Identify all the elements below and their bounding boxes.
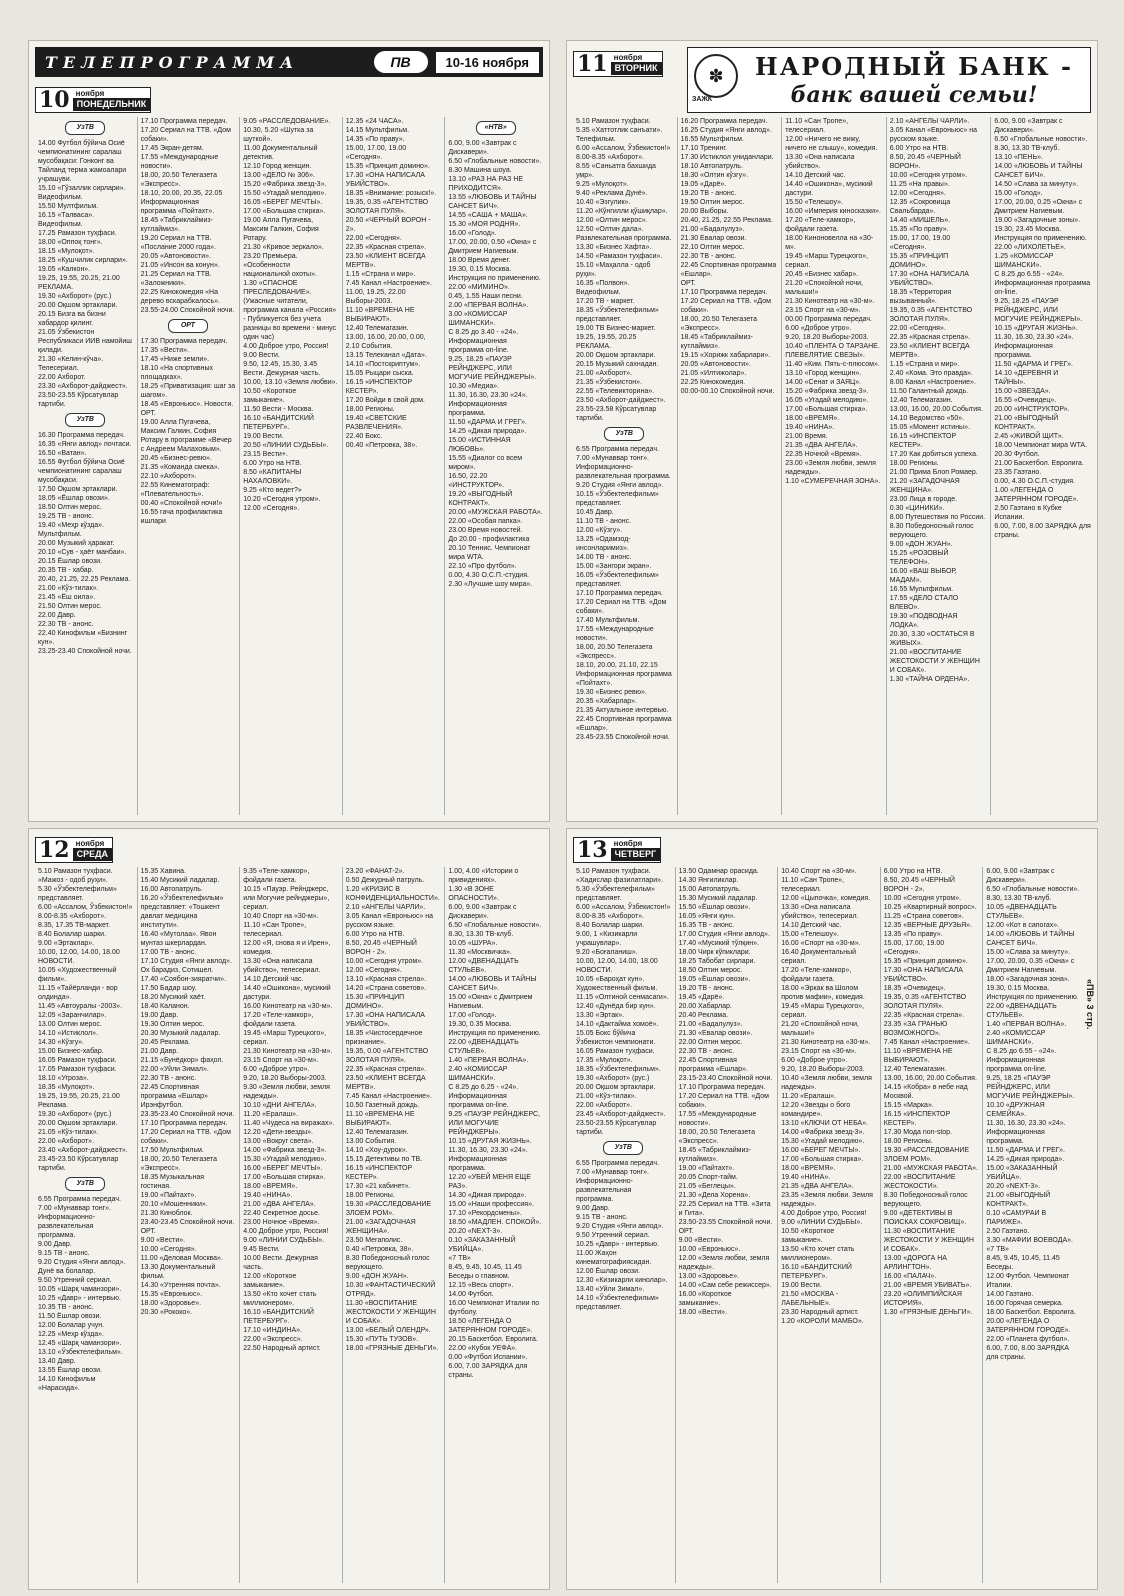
program-listing: 5.10 Рамазон туҳфаси. «Мажоз - одоб руҳи». 5.30 «Ўзбектелефильм» представляет. 6.00 «Ассалом, Ўзбекистон!» 8.00-8.35 «Ахборот». 8.35, 17.35 ТВ-маркет. 8.40 Болалар шарки. 9.00 «Эртаклар». 10.00, 12.00, 14.00, 18.00 НОВОСТИ. 10.05 «Художественный фильм». 11.15 «Тайёрланди - вор олдинда». 11.45 «Автоуралы -2003». 12.05 «Заранчилар». 13.00 Олтин мерос. 14.10 «Истиклол». 14.30 «Кўзгу». 15.00 Бизнес-хабар. 16.05 Рамазон туҳфаси. 17.05 Рамазон туҳфаси. 18.10 «Угроза». 18.35 «Мулоқот». 19.25, 19.55, 20.25, 21.00 Реклама. 19.30 «Ахборот» (рус.) 20.00 Оқшом эртаклари. 21.05 «Кўз-тилак». 22.00 «Ахборот». 23.40 «Ахборот-дайджест». 23.45-23.50 Кўрсатувлар тартиби. — [38, 868, 133, 1172]
page-monday — [28, 40, 550, 822]
day-month: ноября — [613, 839, 643, 848]
day-number: 11 — [577, 51, 608, 77]
bank-logo-text: ЗАЖК — [692, 96, 713, 103]
schedule-column — [675, 867, 774, 1583]
schedule-column — [777, 867, 876, 1583]
program-listing: 23.20 «ФАНАТ-2». 0.50 Дежурный патруль. 1.20 «КРИЗИС В КОНФИДЕНЦИАЛЬНОСТИ». 2.10 «АНГЕЛЫ ЧАРЛИ». 3.05 Канал «Евроньюс» на русском языке. 6.00 Утро на НТВ. 8.50, 20.45 «ЧЕРНЫЙ ВОРОН - 2». 10.00 «Сегодня утром». 12.00 «Сегодня». 13.10 «Красная стрела». 14.20 «Страна советов». 15.30 «ПРИНЦИП ДОМИНО». 17.30 «ОНА НАПИСАЛА УБИЙСТВО». 18.35 «Чистосердечное признание». 19.35, 0.00 «АГЕНТСТВО ЗОЛОТАЯ ПУЛЯ». 22.35 «Красная стрела». 23.50 «КЛИЕНТ ВСЕГДА МЕРТВ». 7.45 Канал «Настроение». 10.50 Газетный дождь. 11.10 «ВРЕМЕНА НЕ ВЫБИРАЮТ». 12.40 Телемагазин. 13.00 События. 14.10 «Хоу-дурок». 15.15 Детективы по ТВ. 16.15 «ИНСПЕКТОР КЕСТЕР». 17.30 «21 кабинет». 18.00 Регионы. 19.30 «РАССЛЕДОВАНИЕ ЗЛОЕМ РОМ». 21.00 «ЗАГАДОЧНАЯ ЖЕНЩИНА». 23.50 Мегаполис. 0.40 «Петровка, 38». 8.30 Победоносный голос верующего. 9.00 «ДОН ЖУАН». 10.30 «ФАНТАСТИЧЕСКИЙ ОТРЯД». 11.30 «ВОСПИТАНИЕ ЖЕСТОКОСТИ У ЖЕНЩИН И СОБАК». 13.00 «БЕЛЫЙ ОЛЕНДР». 15.30 «ПУТЬ ТУЗОВ». 18.00 «ГРЯЗНЫЕ ДЕНЬГИ». — [345, 868, 440, 1352]
day-name: ВТОРНИК — [611, 62, 662, 75]
day-header-thursday — [573, 837, 661, 863]
program-listing: 6.55 Программа передач. 7.00 «Мунаввар тонг». Информационно-развлекательная программа. 9.20 Студия «Янги авлод». 10.15 «Ўзбектелефильм» представляет. 10.45 Давр. 11.10 ТВ - анонс. 12.00 «Кўзгу». 13.25 «Одамзод-инсонларимиз». 14.00 ТВ - анонс. 15.00 «Зангори экран». 16.05 «Ўзбектелефильм» представляет. 17.10 Программа передач. 17.20 Сериал на ТТВ. «Дом собаки». 17.40 Мультфильм. 17.55 «Международные новости». 18.00, 20.50 Телегазета «Экспресс». 18.10, 20.00, 21.10, 22.15 Информационная программа «Пойтахт». 19.30 «Бизнес ревю». 20.35 «Хабарлар». 21.35 Актуальное интервью. 22.45 Спортивная программа «Ешлар». 23.45-23.55 Спокойной ночи. — [576, 446, 672, 741]
channel-logo: ОРТ — [168, 319, 208, 333]
day-header-monday — [35, 87, 151, 113]
channel-logo: «НТВ» — [476, 121, 516, 135]
channel-logo: УзТВ — [65, 413, 105, 427]
masthead-dates: 10-16 ноября — [436, 52, 539, 73]
day-number: 12 — [39, 837, 70, 863]
program-listing: 6.55 Программа передач. 7.00 «Мунаввар тонг». Информационно-развлекательная программа. 9.00 Давр. 9.15 ТВ - анонс. 9.20 Студия «Янги авлод». Дунё ва болалар. 9.50 Утренний сериал. 10.05 «Шарқ чаманзори». 10.25 «Давр» - интервью. 10.35 ТВ - анонс. 11.50 Ёшлар овози. 12.00 Болалар учун. 12.25 «Меҳр кўзда». 12.45 «Шарқ чаманзори». 13.10 «Ўзбектелефильм». 13.40 Давр. 13.55 Ёшлар овози. 14.10 Кинофильм «Нарасида». — [38, 1196, 126, 1392]
masthead-logo: ПВ — [374, 51, 428, 73]
schedule-column — [880, 867, 979, 1583]
schedule-column — [35, 117, 133, 815]
day-name: ПОНЕДЕЛЬНИК — [73, 98, 151, 111]
program-listing: 6.00, 9.00 «Завтрак с Дискавери». 6.50 «Глобальные новости». 8.30, 13.30 ТВ-клуб. 10.05 «ДВЕНАДЦАТЬ СТУЛЬЕВ». 12.00 «Кот в сапогах». 14.00 «ЛЮБОВЬ И ТАЙНЫ САНСЕТ БИЧ». 15.00 «Слава за минуту». 17.00, 20.00, 0.35 «Окна» с Дмитрием Нагиевым. 18.00 «Загадочная зона». 19.30, 0.15 Москва. Инструкция по применению. 22.00 «ДВЕНАДЦАТЬ СТУЛЬЕВ». 1.40 «ПЕРВАЯ ВОЛНА». 2.40 «КОМИССАР ШИМАНСКИ». С 8.25 до 6.55 - «24». Информационная программа on-line. 9.25, 18.25 «ПАУЭР РЕЙНДЖЕРС, ИЛИ МОГУЧИЕ РЕЙНДЖЕРЫ». 10.10 «ДРУЖНАЯ СЕМЕЙКА». 11.30, 16.30, 23.30 «24». Информационная программа. 11.50 «ДАРМА И ГРЕГ». 14.25 «Дикая природа». 15.00 «ЗАКАЗАННЫЙ УБИЙЦА». 20.20 «NEXT-3». 21.00 «ВЫГОДНЫЙ КОНТРАКТ». 0.10 «САМУРАИ В ПАРИЖЕ». 2.50 Гаэтано. 3.30 «МАФИИ ВОЕВОДА». «7 ТВ» 8.45, 9.45, 10.45, 11.45 Беседы. 12.00 Футбол. Чемпионат Италии. 14.00 Гаэтано. 16.00 Горячая семерка. 18.00 Баскетбол. Евролига. 20.00 «ЛЕГЕНДА О ЗАТЕРЯННОМ ГОРОДЕ». 22.00 «Планета футбол». 6.00, 7.00, 8.00 ЗАРЯДКА для страны. — [986, 868, 1080, 1361]
program-listing: 17.30 Программа передач. 17.35 «Вести». 17.45 «Ниже земли». 18.10 «На спортивных площадках». 18.25 «Приватизация: шаг за шагом». 18.45 «Евроньюс». Новости. ОРТ. 19.00 Алла Пугачева, Максим Галкин, София Ротару в программе «Вечер с Андреем Малаховым». 20.45 «Бизнес-ревю». 21.35 «Команда смека». 22.10 «Ахборот». 22.55 Кинематограф: «Плевательность». 00.40 «Спокойной ночи!» 16.55 гача профилактика ишлари — [140, 338, 236, 525]
bank-slogan: банк вашей семьи! — [790, 82, 1038, 108]
schedule-column — [239, 117, 338, 815]
program-listing: 6.00 Утро на НТВ. 8.50, 20.45 «ЧЕРНЫЙ ВОРОН - 2». 10.00 «Сегодня утром». 10.25 «Квартирный вопрос». 11.25 «Страна советов». 12.35 «ВЕРНЫЕ ДРУЗЬЯ». 13.35 «По праву». 15.00, 17.00, 19.00 «Сегодня». 15.35 «Принцип домино». 17.30 «ОНА НАПИСАЛА УБИЙСТВО». 18.35 «Очевидец». 19.35, 0.35 «АГЕНТСТВО ЗОЛОТАЯ ПУЛЯ». 22.35 «Красная стрела». 23.35 «ЗА ГРАНЬЮ ВОЗМОЖНОГО». 7.45 Канал «Настроение». 11.10 «ВРЕМЕНА НЕ ВЫБИРАЮТ». 12.40 Телемагазин. 13.00, 16.00, 20.00 События. 14.15 «Кобра» в небе над Москвой. 15.15 «Марка». 16.15 «ИНСПЕКТОР КЕСТЕР». 17.30 Мода non-stop. 18.00 Регионы. 19.30 «РАССЛЕДОВАНИЕ ЗЛОЕМ РОМ». 21.00 «МУЖСКАЯ РАБОТА». 22.00 «ВОСПИТАНИЕ ЖЕСТОКОСТИ». 8.30 Победоносный голос верующего. 9.00 «ДЕТЕКТИВЫ В ПОИСКАХ СОКРОВИЩ». 11.30 «ВОСПИТАНИЕ ЖЕСТОКОСТИ У ЖЕНЩИН И СОБАК». 13.00 «ДОРОГА НА АРЛИНГТОН». 16.00 «ПАЛАЧ». 21.00 «ВРЕМЯ УБИВАТЬ». 23.20 «ОЛИМПИЙСКАЯ ИСТОРИЯ». 1.30 «ГРЯЗНЫЕ ДЕНЬГИ». — [883, 868, 978, 1316]
day-number: 13 — [577, 837, 608, 863]
day-header-tuesday — [573, 51, 663, 77]
program-listing: 6.00, 9.00 «Завтрак с Дискавери». 6.50 «Глобальные новости». 8.30, 13.30 ТВ-клуб. 13.10 «ПЕНЬ». 14.00 «ЛЮБОВЬ И ТАЙНЫ САНСЕТ БИЧ». 14.50 «Слава за минуту». 15.00 «Голод». 17.00, 20.00, 0.25 «Окна» с Дмитрием Нагиевым. 19.00 «Загадочные зоны». 19.30, 23.45 Москва. Инструкция по применению. 22.00 «ЛИХОЛЕТЬЕ». 1.25 «КОМИССАР ШИМАНСКИ». С 8.25 до 6.55 - «24». Информационная программа on-line. 9.25, 18.25 «ПАУЭР РЕЙНДЖЕРС, ИЛИ МОГУЧИЕ РЕЙНДЖЕРЫ». 10.15 «ДРУГАЯ ЖИЗНЬ». 11.30, 16.30, 23.30 «24». Информационная программа. 11.50 «ДАРМА И ГРЕГ». 14.10 «ДЕРЕВНЯ И ТАЙНЫ». 15.00 «ЗВЕЗДА». 16.55 «Очевидец». 20.00 «ИНСТРУКТОР». 21.00 «ВЫГОДНЫЙ КОНТРАКТ». 2.45 «ЖИВОЙ ЩИТ». 18.00 Чемпионат мира WTA. 20.30 Футбол. 21.00 Баскетбол. Евролига. 23.35 Гаэтано. 0.00, 4.30 О.С.П.-студия. 1.00 «ЛЕГЕНДА О ЗАТЕРЯННОМ ГОРОДЕ». 2.50 Гаэтано в Кубке Испании. 6.00, 7.00, 8.00 ЗАРЯДКА для страны. — [994, 118, 1091, 539]
schedule-column — [444, 117, 543, 815]
schedule-column — [444, 867, 543, 1583]
program-listing: 6.00, 9.00 «Завтрак с Дискавери». 6.50 «Глобальные новости». 8.30 Машина шоуа. 13.10 «РАЗ НА РАЗ НЕ ПРИХОДИТСЯ». 13.55 «ЛЮБОВЬ И ТАЙНЫ САНСЕТ БИЧ». 14.55 «САША + МАША». 15.30 «МОЯ РОДНЯ». 16.00 «Голод». 17.00, 20.00, 0.50 «Окна» с Дмитрием Нагиевым. 18.00 Время денег. 19.30, 0.15 Москва. Инструкция по применению. 22.00 «МИМИНО». 0.45, 1.55 Наши песни. 2.00 «ПЕРВАЯ ВОЛНА». 3.00 «КОМИССАР ШИМАНСКИ». С 8.25 до 3.40 - «24». Информационная программа on-line. 9.25, 18.25 «ПАУЗР РЕЙНДЖЕРС, ИЛИ МОГУЧИЕ РЕЙНДЖЕРЫ». 10.30 «Медиа». 11.30, 16.30, 23.30 «24». Информационная программа. 11.50 «ДАРМА И ГРЕГ». 14.25 «Дикая природа». 15.00 «ИСТИННАЯ ЛЮБОВЬ». 15.55 «Диалог со всем миром». 16.50, 22.20 «ИНСТРУКТОР». 19.20 «ВЫГОДНЫЙ КОНТРАКТ». 20.00 «МУЖСКАЯ РАБОТА». 22.00 «Особая папка». 23.00 Время новостей. До 20.00 - профилактика 20.10 Теннис. Чемпионат мира WTA. 22.10 «Про футбол». 0.00, 4.30 О.С.П.-студия. 2.30 «Лучшие шоу мира». — [448, 140, 543, 588]
schedule-column — [573, 867, 671, 1583]
schedule-column — [886, 117, 987, 815]
program-listing: 10.40 Спорт на «30-м». 11.10 «Сан Тропе», телесериал. 12.00 «Цыпочка», комедия. 13.30 «Она написала убийство», телесериал. 14.10 Детский час. 15.00 «Телешоу». 16.00 «Спорт на «30-м». 16.40 Документальный сериал. 17.20 «Теле-хамкор», фойдали газета. 18.00 «Эркак ва Шолом против мафии», комедия. 19.45 «Марш Турецкого», сериал. 21.20 «Спокойной ночи, малыши!» 21.30 Кинотеатр на «30-м». 23.15 Спорт на «30-м». 6.00 «Доброе утро». 9.20, 18.20 Выборы-2003. 10.40 «Земля любви, земля надежды». 11.20 «Ералаш». 12.20 «Звезды о бого командире». 13.10 «КЛЮЧИ ОТ НЕБА». 14.00 «Фабрика звезд-3». 15.30 «Угадай мелодию». 16.00 «БЕРЕГ МЕЧТЫ». 17.00 «Большая стирка». 18.00 «ВРЕМЯ». 19.40 «НИНА». 21.35 «ДВА АНГЕЛА». 23.35 «Земля любви. Земля надежды». 4.00 Доброе утро, Россия! 9.00 «ЛИНИИ СУДЬБЫ». 10.50 «Короткое замыкание». 13.50 «Кто хочет стать миллионером». 16.10 «БАНДИТСКИЙ ПЕТЕРБУРГ». 19.00 Вести. 21.50 «МОСКВА - ЛАБЕЛЬНЫЕ». 23.30 Народный артист. 1.20 «КОРОЛИ МАМБО». — [781, 868, 873, 1325]
page-wednesday — [28, 828, 550, 1590]
program-listing: 16.20 Программа передач. 16.25 Студия «Янги авлод». 16.55 Мультфильм. 17.10 Тренинг. 17.30 Истиклол униданлари. 18.10 Автопатруль. 18.30 «Олтин кўзгу». 19.05 «Дарё». 19.20 ТВ - анонс. 19.50 Олтин мерос. 20.00 Выборы. 20.40, 21.25, 22.55 Реклама. 21.00 «Бадалулуз». 21.30 Евалар овози. 22.10 Олтин мерос. 22.30 ТВ - анонс. 22.45 Спортивная программа «Ешлар». ОРТ. 17.10 Программа передач. 17.20 Сериал на ТТВ. «Дом собаки». 18.00, 20.50 Телегазета «Экспресс». 18.45 «Табриклаймиз-кутлаймиз». 19.15 «Хорижк хабарлари». 20.05 «Автоновости». 21.05 «Илтижолар». 22.25 Кинокомедия. 00.00-00.10 Спокойной ночи. — [680, 118, 777, 395]
schedule-column — [677, 117, 778, 815]
schedule-column — [239, 867, 338, 1583]
page-reference: «ПВ» 3 стр. — [1085, 979, 1095, 1030]
channel-logo: УзТВ — [603, 1141, 643, 1155]
day-month: ноября — [75, 839, 105, 848]
program-listing: 5.10 Рамазон туҳфаси. 5.35 «Хаттотлик санъати». Телефильм. 6.00 «Ассалом, Ўзбекистон!» 8.00-8.35 «Ахборот». 8.55 «Саньатга бахшида умр». 9.25 «Мулоқот». 9.40 «Реклама Дунё». 10.40 «Эзгулик». 11.20 «Кўнгилли қўшиқлар». 12.00 «Олтин мерос». 12.50 «Олтин дала». Развлекательная программа. 13.30 «Бизнес Хафта». 14.50 «Рамазон туҳфаси». 15.10 «Маҳалла - одоб руҳи». 16.35 «Полвон». Видеофильм. 17.20 ТВ - маркет. 18.35 «Ўзбектелефильм» представляет. 19.00 ТВ Бизнес-маркет. 19.25, 19.55, 20.25 РЕКЛАМА. 20.00 Оқшом эртаклари. 20.15 Музыкий сахнадан. 21.00 «Ахборот». 21.35 «Ўзбекистон». 22.55 «Телевикторина». 23.50 «Ахборот-дайджест». 23.55-23.58 Кўрсатувлар тартиби. — [576, 118, 672, 422]
program-listing: 17.10 Программа передач. 17.20 Сериал на ТТВ. «Дом собаки». 17.45 Экран-детям. 17.55 «Международные новости». 18.00, 20.50 Телегазета «Экспресс». 18.10, 20.00, 20.35, 22.05 Информационная программа «Пойтахт». 18.45 «Табриклаймиз-кутлаймиз». 19.20 Сериал на ТТВ. «Послание 2000 года». 20.05 «Автоновости». 21.05 «Инсон ва конун». 21.25 Сериал на ТТВ. «Заложники». 22.25 Кинокомедия «На дерево вскарабкалось». 23.55-24.00 Спокойной ночи. — [140, 118, 235, 314]
schedule-column — [35, 867, 133, 1583]
schedule-columns — [35, 867, 543, 1583]
program-listing: 13.50 Одамнар орасида. 14.30 Янгиликлар. 15.00 Автопатруль. 15.30 Мусикий ладалар. 15.50 «Ёшлар овози». 16.05 «Янги кун». 16.35 ТВ - анонс. 17.00 Студия «Янги авлод». 17.40 «Мусикий тўлқин». 18.00 Чирк кўпиклари. 18.25 Табобат сирлари. 18.50 Олтин мерос. 19.05 «Ёшлар овози». 19.20 ТВ - анонс. 19.45 «Дарё». 20.00 Хабарлар. 20.40 Реклама. 21.00 «Бадалулуз». 21.30 «Евалар овози». 22.00 Олтин мерос. 22.30 ТВ - анонс. 22.45 Спортивная программа «Ешлар». 23.15-23.40 Спокойной ночи. 17.10 Программа передач. 17.20 Сериал на ТТВ. «Дом собаки». 17.55 «Международные новости». 18.00, 20.50 Телегазета «Экспресс». 18.45 «Табриклаймиз-кутлаймиз». 19.00 «Пайтахт». 20.05 Спорт-тайм. 21.05 «Беглецы». 21.30 «Дела Хорена». 22.25 Сериал на ТТВ. «Зита и Гита». 23.50-23.55 Спокойной ночи. ОРТ. 9.00 «Вести». 10.00 «Евроньюс». 12.00 «Земля любви, земля надежды». 13.00 «Здоровье». 14.00 «Сам себе режиссер». 16.00 «Короткое замыкание». 18.00 «Вести». — [678, 868, 773, 1316]
day-name: ЧЕТВЕРГ — [611, 848, 660, 861]
day-name: СРЕДА — [73, 848, 112, 861]
schedule-column — [982, 867, 1081, 1583]
schedule-column — [137, 867, 236, 1583]
channel-logo: УзТВ — [65, 1177, 105, 1191]
schedule-columns — [35, 117, 543, 815]
channel-logo: УзТВ — [604, 427, 644, 441]
program-listing: 2.10 «АНГЕЛЫ ЧАРЛИ». 3.05 Канал «Евроньюс» на русском языке. 6.00 Утро на НТВ. 8.50, 20.45 «ЧЕРНЫЙ ВОРОН». 10.00 «Сегодня утром». 11.25 «На правы». 12.00 «Сегодня». 12.35 «Сокровища Свальбарда». 14.40 «МИШЕЛЬ». 15.35 «По праву». 15.00, 17.00, 19.00 «Сегодня». 15.35 «ПРИНЦИП ДОМИНО». 17.30 «ОНА НАПИСАЛА УБИЙСТВО». 18.35 «Территория вызыванный». 19.35, 0.35 «АГЕНТСТВО ЗОЛОТАЯ ПУЛЯ». 22.00 «Сегодня». 22.35 «Красная стрела». 23.50 «КЛИЕНТ ВСЕГДА МЕРТВ». 1.15 «Страна и мир». 2.40 «Кома. Это правда». 8.00 Канал «Настроение». 11.50 Галантный дождь. 12.40 Телемагазин. 13.00, 16.00, 20.00 События. 14.10 Ведомство «50». 15.05 «Момент истины». 16.15 «ИНСПЕКТОР КЕСТЕР». 17.20 Как добиться успеха. 18.00 Регионы. 21.00 Прима Блоп Ромаер. 21.20 «ЗАГАДОЧНАЯ ЖЕНЩИНА». 23.00 Лица в городе. 0.30 «ЦИНИКИ». 8.00 Путешествия по России. 8.30 Победоносный голос верующего. 9.00 «ДОН ЖУАН». 15.25 «РОЗОВЫЙ ТЕЛЕФОН». 16.00 «ВАШ ВЫБОР, МАДАМ». 16.55 Мультфильм. 17.55 «ДЕЛО СТАЛО ВЛЕВО». 19.30 «ПОДВОДНАЯ ЛОДКА». 20.30, 3.30 «ОСТАТЬСЯ В ЖИВЫХ». 21.00 «ВОСПИТАНИЕ ЖЕСТОКОСТИ У ЖЕНЩИН И СОБАК». 1.30 «ТАЙНА ОРДЕНА». — [889, 118, 986, 683]
program-listing: 9.05 «РАССЛЕДОВАНИЕ». 10.30, 5.20 «Шутка за шуткой». 11.00 Документальный детектив. 12.10 Город женщин. 13.00 «ДЕЛО № 306». 15.20 «Фабрика звезд-3». 15.50 «Угадай мелодию». 16.05 «БЕРЕГ МЕЧТЫ». 17.00 «Большая стирка». 19.00 Алла Пугачева, Максим Галкин, София Ротару. 21.30 «Кривое зеркало». 23.20 Премьера. «Особенности национальной охоты». 1.30 «СПАСНОЕ ПРЕСЛЕДОВАНИЕ». (Ужасные читатели, программа канала «Россия» - Публикуется без учета разницы во времени - минус один час) 4.00 Доброе утро, Россия! 9.00 Вести. 9.50, 12.45, 15.30, 3.45 Вести. Дежурная часть. 10.00, 13.10 «Земля любви». 10.50 «Короткое замыкание». 11.50 Вести - Москва. 16.10 «БАНДИТСКИЙ ПЕТЕРБУРГ». 19.00 Вести. 20.50 «ЛИНИИ СУДЬБЫ». 23.15 Вести+. 6.00 Утро на НТВ. 8.50 «КАПИТАНЫ НАХАЛОВКИ». 9.25 «Кто ведет?» 10.20 «Сегодня утром». 12.00 «Сегодня». — [243, 118, 338, 512]
channel-logo: УзТВ — [65, 121, 105, 135]
day-month: ноября — [613, 53, 643, 62]
schedule-column — [781, 117, 882, 815]
bank-advertisement — [687, 47, 1091, 113]
schedule-columns — [573, 117, 1091, 815]
program-listing: 11.10 «Сан Тропе», телесериал. 12.00 «Ничего не вижу, ничего не слышу», комедия. 13.30 «Она написала убийство». 14.10 Детский час. 14.40 «Ошикона», мусикий дастури. 15.50 «Телешоу». 16.00 «Империя киносказки». 17.20 «Теле-хамкор», фойдали газета. 18.00 Киноновелла на «30-м». 19.45 «Марш Турецкого», сериал. 20.45 «Бизнес хабар». 21.20 «Спокойной ночи, малыши!» 21.30 Кинотеатр на «30-м». 23.15 Спорт на «30-м». 00.00 Программа передач. 6.00 «Доброе утро». 9.20, 18.20 Выборы-2003. 10.40 «ПЛЕНТА О ТАРЗАНЕ. ПЛЕВЕЛЯТИЕ СВЕЗЫ». 11.40 «Ким. Пять-с-плюсом». 13.10 «Город женщин». 14.00 «Сенат и ЗАЯЦ». 15.20 «Фабрика звезд-3». 16.05 «Угадай мелодию». 17.00 «Большая стирка». 18.00 «ВРЕМЯ». 19.40 «НИНА». 21.00 Время. 21.35 «ДВА АНГЕЛА». 22.35 Ночной «Время». 23.00 «Земля любви, земля надежды». 1.10 «СУМЕРЕЧНАЯ ЗОНА». — [785, 118, 881, 485]
bank-logo-icon: ✽ — [694, 54, 738, 98]
schedule-column — [342, 867, 441, 1583]
page-tuesday — [566, 40, 1098, 822]
program-listing: 5.10 Рамазон туҳфаси. «Хадислар фазилатлари». 5.30 «Ўзбектелефильм» представляет. 6.00 «Ассалом, Ўзбекистон!» 8.00-8.35 «Ахборот». 8.40 Болалар шарки. 9.00, 1 «Кизикарли учрашувлар». 9.20 «Боғаланиш». 10.00, 12.00, 14.00, 18.00 НОВОСТИ. 10.05 «Бароҳат кун». Художественный фильм. 11.15 «Олтиной сенмасаги». 12.40 «Дунёда бир кун». 13.30 «Эртак». 14.10 «Дактайма хомоё». 15.05 Бокс бўйича Ўзбекистон чемпионати. 16.05 Рамазон туҳфаси. 17.35 «Мулоқот». 18.35 «Ўзбектелефильм». 19.30 «Ахборот» (рус.) 20.00 Оқшом эртаклари. 21.00 «Кўз-тилак». 22.00 «Ахборот». 23.45 «Ахборот-дайджест». 23.50-23.55 Кўрсатувлар тартиби. — [576, 868, 671, 1136]
masthead — [35, 47, 543, 77]
masthead-title: ТЕЛЕПРОГРАММА — [45, 52, 300, 72]
program-listing: 16.30 Программа передач. 16.35 «Янги авлод» почтаси. 16.50 «Ватан». 16.55 Футбол бўйича Осиё чемпионатининг саралаш мусобақаси. 17.50 Оқшом эртаклари. 18.05 «Ёшлар овози». 18.50 Олтин мерос. 19.25 ТВ - анонс. 19.40 «Меҳр кўзда». Мультфильм. 20.00 Музыкий ҳаракат. 20.10 «Сув - ҳаёт манбаи». 20.15 Ёшлар овози. 20.35 ТВ - хабар. 20.40, 21.25, 22.25 Реклама. 21.00 «Кўз-тилак». 21.45 «Ёш оила». 21.50 Олтин мерос. 22.00 Давр. 22.30 ТВ - анонс. 22.40 Кинофильм «Бизнинг кун». 23.25-23.40 Спокойной ночи. — [38, 432, 132, 655]
page-thursday — [566, 828, 1098, 1590]
day-number: 10 — [39, 87, 70, 113]
schedule-column — [573, 117, 673, 815]
schedule-column — [990, 117, 1091, 815]
program-listing: 9.35 «Теле-хамкор», фойдали газета. 10.15 «Пауэр. Рейнджерс, или Могучие рейнджеры», сериал. 10.40 Спорт на «30-м». 11.10 «Сан Тропе», телесериал. 12.00 «Я, снова я и Ирен», комедия. 13.30 «Она написала убийство», телесериал. 14.10 Детский час. 14.40 «Ошикона», мусикий дастури. 16.00 Кинотеатр на «30-м». 17.20 «Теле-хамкор», фойдали газета. 19.45 «Марш Турецкого», сериал. 21.30 Кинотеатр на «30-м». 23.15 Спорт на «30-м». 6.00 «Доброе утро». 9.20, 18.20 Выборы-2003. 9.30 «Земля любви, земля надежды». 10.10 «ДНИ АНГЕЛА». 11.20 «Ералаш». 11.40 «Чудеса на виражах». 12.20 «Дети-звезды». 13.00 «Вокруг света». 14.00 «Фабрика звезд-3». 15.30 «Угадай мелодию». 16.00 «БЕРЕГ МЕЧТЫ». 17.00 «Большая стирка». 18.00 «ВРЕМЯ». 19.40 «НИНА». 21.00 «ДВА АНГЕЛА». 22.40 Секретное досье. 23.00 Ночное «Время». 4.00 Доброе утро, Россия! 9.00 «ЛИНИИ СУДЬБЫ». 9.45 Вести. 10.00 Вести. Дежурная часть. 12.00 «Короткое замыкание». 13.50 «Кто хочет стать миллионером». 16.10 «БАНДИТСКИЙ ПЕТЕРБУРГ». 17.10 «ИНДИНА». 22.00 «Экспресс». 22.50 Народный артист. — [243, 868, 335, 1352]
program-listing: 6.55 Программа передач. 7.00 «Мунаввар тонг». Информационно-развлекательная программа. 9.00 Давр. 9.15 ТВ - анонс. 9.20 Студия «Янги авлод». 9.50 Утренний сериал. 10.25 «Давр» - интервью. 11.00 Жаҳон кинематографиясидан. 12.00 Ёшлар овози. 12.30 «Кизикарли кинолар». 13.40 «Уйли Зимал». 14.10 «Ўзбектелефильм» представляет. — [576, 1160, 668, 1311]
schedule-columns — [573, 867, 1081, 1583]
program-listing: 14.00 Футбол бўйича Осиё чемпионатининг саралаш мусобақаси: Гонконг ва Тайланд терма жамоалари учрашуви. 15.10 «Гўзаллик сирлари». Видеофильм. 15.50 Мултфильм. 16.15 «Талваса». Видеофильм. 17.25 Рамазон туҳфаси. 18.00 «Оппоқ тонг». 18.15 «Мулоқот». 18.25 «Кушчилик сирлари». 19.05 «Калкон». 19.25, 19.55, 20.25, 21.00 РЕКЛАМА. 19.30 «Ахборот» (рус.) 20.00 Оқшом эртаклари. 20.15 Бизга ва бизни хабардор қилинг. 21.05 Ўзбекистон Республикаси ИИВ намойиш қилади. 21.30 «Келин-кўча». Телесериал. 22.00 Ахборот. 23.30 «Ахборот-дайджест». 23.50-23.55 Кўрсатувлар тартиби. — [38, 140, 132, 408]
day-header-wednesday — [35, 837, 113, 863]
program-listing: 1.00, 4.00 «Истории о привидениях». 1.30 «В ЗОНЕ ОПАСНОСТИ». 6.00, 9.00 «Завтрак с Дискавери». 6.50 «Глобальные новости». 8.30, 13.30 ТВ-клуб. 10.05 «ШУРА». 11.30 «Москвичка». 12.00 «ДВЕНАДЦАТЬ СТУЛЬЕВ». 14.00 «ЛЮБОВЬ И ТАЙНЫ САНСЕТ БИЧ». 15.00 «Окна» с Дмитрием Нагиевым. 17.00 «Голод». 19.30, 0.35 Москва. Инструкция по применению. 22.00 «ДВЕНАДЦАТЬ СТУЛЬЕВ». 1.40 «ПЕРВАЯ ВОЛНА». 2.40 «КОМИССАР ШИМАНСКИ». С 8.25 до 6.25 - «24». Информационная программа on-line. 9.25 «ПАУЭР РЕЙНДЖЕРС, ИЛИ МОГУЧИЕ РЕЙНДЖЕРЫ». 10.15 «ДРУГАЯ ЖИЗНЬ». 11.30, 16.30, 23.30 «24». Информационная программа. 12.20 «УБЕЙ МЕНЯ ЕЩЕ РАЗ». 14.30 «Дикая природа». 15.00 «Наши профессия». 17.10 «Рекордсмены». 18.50 «МАДЛЕН. СПОКОЙ». 20.20 «NEXT-3». 0.10 «ЗАКАЗАННЫЙ УБИЙЦА». «7 ТВ» 8.45, 9.45, 10.45, 11.45 Беседы о главном. 12.15 «Весь спорт». 14.00 Футбол. 16.00 Чемпионат Италии по футболу. 18.50 «ЛЕГЕНДА О ЗАТЕРЯННОМ ГОРОДЕ». 20.15 Баскетбол. Евролига. 22.00 «Кубок УЕФА». 0.00 «Футбол Испании». 6.00, 7.00 ЗАРЯДКА для страны. — [448, 868, 542, 1379]
program-listing: 12.35 «24 ЧАСА». 14.15 Мультфильм. 14.35 «По праву». 15.00, 17.00, 19.00 «Сегодня». 15.35 «Принцип домино». 17.30 «ОНА НАПИСАЛА УБИЙСТВО». 18.35 «Внимание: розыск!». 19.35, 0.35 «АГЕНТСТВО ЗОЛОТАЯ ПУЛЯ». 20.50 «ЧЕРНЫЙ ВОРОН - 2». 22.00 «Сегодня». 22.35 «Красная стрела». 23.50 «КЛИЕНТ ВСЕГДА МЕРТВ». 1.15 «Страна и мир». 7.45 Канал «Настроение». 11.00, 19.25, 22.00 Выборы-2003. 11.10 «ВРЕМЕНА НЕ ВЫБИРАЮТ». 12.40 Телемагазин. 13.00, 16.00, 20.00, 0.00, 2.10 События. 13.15 Телеканал «Дата». 14.10 «Постскриптум». 15.05 Рыцари сыска. 16.15 «ИНСПЕКТОР КЕСТЕР». 17.20 Войди в свой дом. 18.00 Регионы. 19.40 «СВЕТСКИЕ РАЗВЛЕЧЕНИЯ». 22.40 Бокс. 00.40 «Петровка, 38». — [345, 118, 437, 449]
program-listing: 15.35 Хавина. 15.40 Мусикий ладалар. 16.00 Автопатруль. 16.20 «Ўзбектелефильм» представляет: «Тошкент давлат медицина институти». 16.40 «Мутолаа». Явон мунтаз шкерлардан. 17.00 ТВ - анонс. 17.10 Студия «Янги авлод». Ох барадиз, Сотишел. 17.40 «Соябон-зияратчи». 17.50 Бадар шоу. 18.20 Мусикий хаёт. 18.40 Каланон. 19.00 Давр. 19.30 Олтин мерос. 20.30 Музыкий ладалар. 20.45 Реклама. 21.00 Давр. 21.15 «Бунёдкор» фаҳол. 22.00 «Уйли Зимал». 22.30 ТВ - анонс. 22.45 Спортивная программа «Ешлар» Ирэнфутбол. 23.35-23.40 Спокойной ночи. 17.10 Программа передач. 17.20 Сериал на ТТВ. «Дом собаки». 17.50 Мультфильм. 18.00, 20.50 Телегазета «Экспресс». 18.35 Музыкальная гостиная. 19.00 «Пайтахт». 20.10 «Мошенники». 21.30 Киноблок. 23.40-23.45 Спокойной ночи. ОРТ. 9.00 «Вести». 10.00 «Сегодня». 11.00 «Деловая Москва». 13.30 Документальный фильм. 14.30 «Утренняя почта». 15.35 «Евроньюс». 18.00 «Здоровье». 20.30 «Рококо». — [140, 868, 235, 1316]
schedule-column — [137, 117, 236, 815]
schedule-column — [342, 117, 441, 815]
bank-name: НАРОДНЫЙ БАНК - — [755, 52, 1073, 81]
day-month: ноября — [75, 89, 105, 98]
